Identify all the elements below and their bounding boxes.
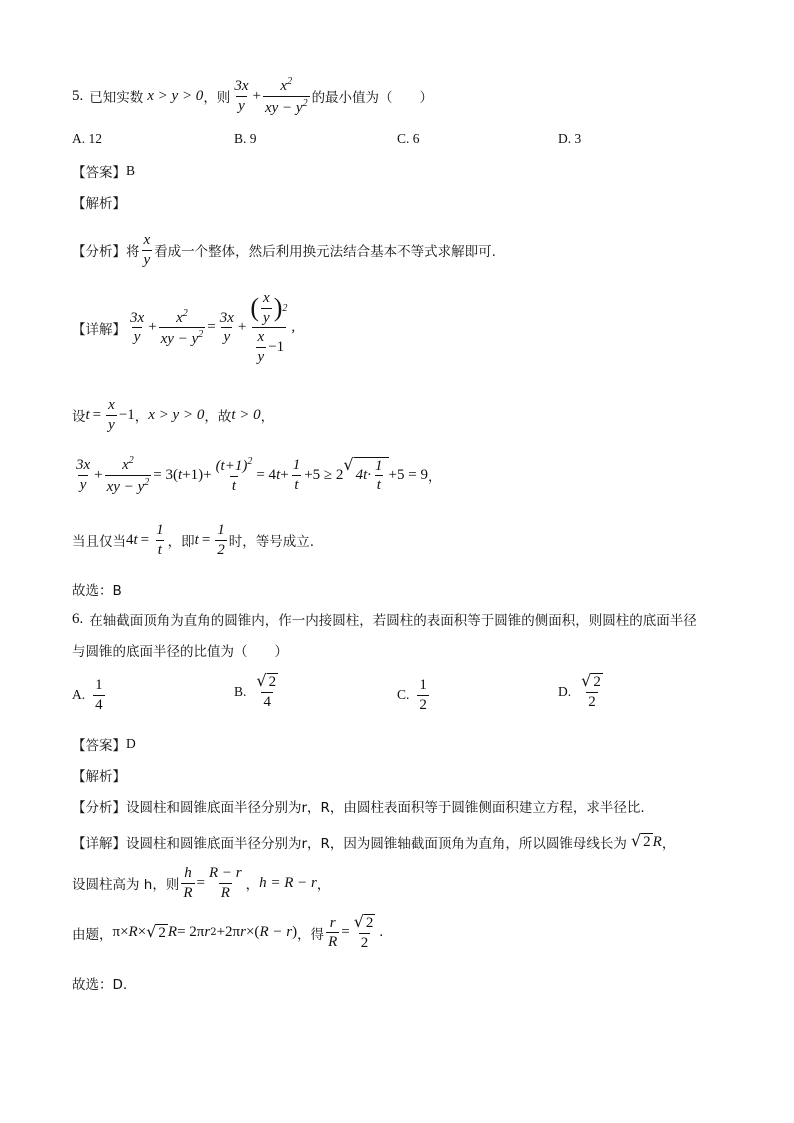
q6-stem-line2: 与圆锥的底面半径的比值为（ ） <box>72 644 288 660</box>
q5-when-b: ，即 <box>167 534 195 550</box>
q6-from-b: ，得 <box>297 926 325 943</box>
q5-fenxi-label: 【分析】 <box>72 244 126 260</box>
q6-option-c: C. $\frac{1}{2}$ <box>397 677 427 713</box>
q6-height-a: 设圆柱高为 h，则 <box>72 877 180 893</box>
q5-fenxi <box>72 232 496 268</box>
q6-xiangjie-label: 【详解】 <box>72 836 126 852</box>
q5-xiangjie-nested-frac: ( $\frac{x}{y}$ ) 2 $\frac{x}{y}$ −1 <box>250 290 288 365</box>
q6-height: 设圆柱高为 h，则 $\frac{h}{R}$ = $\frac{R - r}{R}$ ， h = R − r ， <box>72 865 331 901</box>
q5-option-a: A. 12 <box>72 131 102 146</box>
q5-number: 5. <box>72 87 84 104</box>
q6-xiangjie: 【详解】 设圆柱和圆锥底面半径分别为r，R，因为圆锥轴截面顶角为直角，所以圆锥母线长为 √ 2 R ， <box>72 831 676 852</box>
q5-substitution: 设 t = $\frac{x}{y}$ −1 ， x > y > 0 ，故 t > 0 ， <box>72 397 275 433</box>
q6-option-c-letter: C. <box>397 687 410 702</box>
q6-stem-1: 在轴截面顶角为直角的圆锥内，作一内接圆柱，若圆柱的表面积等于圆锥的侧面积，则圆柱的底面半径 <box>89 613 697 629</box>
q6-height-c: h = R − r <box>259 874 317 891</box>
q5-set-e: t > 0 <box>231 406 261 423</box>
q5-set-a: 设 <box>72 409 86 425</box>
q5-stem-a: 已知实数 <box>89 90 144 106</box>
q5-eq-tail: ， <box>427 469 442 485</box>
q5-answer: B <box>126 163 136 178</box>
q6-fenxi-text: 设圆柱和圆锥底面半径分别为r，R，由圆柱表面积等于圆锥侧面积建立方程，求半径比. <box>126 800 645 816</box>
q5-when-c: 时，等号成立. <box>228 534 315 550</box>
q6-from-c: . <box>379 924 384 940</box>
q5-stem-c: 的最小值为（ ） <box>311 90 434 106</box>
q6-option-a: A. $\frac{1}{4}$ <box>72 677 103 713</box>
q6-height-b: ， <box>245 877 260 893</box>
q6-xiangjie-tail: ， <box>661 836 676 852</box>
q6-analysis-label: 【解析】 <box>72 769 126 785</box>
q5-set-f: ， <box>260 409 275 425</box>
q6-choose: 故选：D. <box>72 977 128 993</box>
q5-set-d: ，故 <box>204 409 232 425</box>
q5-sqrt: √ 4t· $\frac{1}{t}$ <box>343 457 388 494</box>
q5-answer-line <box>72 161 135 181</box>
q6-option-d-letter: D. <box>558 683 572 699</box>
q5-answer-label: 【答案】 <box>72 165 126 181</box>
q6-from-a: 由题， <box>72 926 113 943</box>
q6-fenxi-label: 【分析】 <box>72 800 126 816</box>
q6-fenxi <box>72 796 645 816</box>
q5-xiangjie: 【详解】 $\frac{3x}{y}$ + $\frac{x^2}{xy - y^2}$ = $\frac{3x}{y}$ + ( $\frac{x}{y}$ ) 2 $\frac{x}{y}$ −1 , <box>72 290 296 365</box>
q5-set-c: x > y > 0 <box>148 406 205 423</box>
q6-option-b-letter: B. <box>234 683 247 699</box>
q6-xiangjie-text: 设圆柱和圆锥底面半径分别为r，R，因为圆锥轴截面顶角为直角，所以圆锥母线长为 <box>126 836 627 852</box>
q5-when-a: 当且仅当 <box>72 534 126 550</box>
q5-xiangjie-label: 【详解】 <box>72 321 126 338</box>
q5-stem: 5. 已知实数 x > y > 0 ，则 $\frac{3x}{y}$ + $\frac{x^2}{xy - y^2}$ 的最小值为（ ） <box>72 76 434 116</box>
q6-answer-line <box>72 734 136 754</box>
q5-analysis-label: 【解析】 <box>72 196 126 212</box>
q6-stem-line1 <box>72 609 697 629</box>
q5-condition: x > y > 0 <box>147 87 204 104</box>
q5-fenxi-b: 看成一个整体，然后利用换元法结合基本不等式求解即可. <box>154 244 496 260</box>
q5-set-b: ， <box>134 409 149 425</box>
q6-number: 6. <box>72 610 84 627</box>
q5-option-d: D. 3 <box>558 131 582 146</box>
q6-option-d: D. √ 2 2 <box>558 671 601 710</box>
q5-frac-x2-over-xy-y2: $\frac{x^2}{xy - y^2}$ <box>264 76 308 116</box>
q5-choose: 故选：B <box>72 583 122 599</box>
q5-fenxi-a: 将 <box>126 244 140 260</box>
q6-answer: D <box>126 736 136 751</box>
q5-fenxi-frac: $\frac{x}{y}$ <box>143 232 151 268</box>
q6-height-d: ， <box>316 877 331 893</box>
q5-frac-3x-over-y: $\frac{3x}{y}$ <box>234 78 249 114</box>
q5-option-b: B. 9 <box>234 131 257 146</box>
q5-inequality: $\frac{3x}{y}$ + $\frac{x^2}{xy - y^2}$ = 3( t +1)+ $\frac{(t+1)^2}{t}$ = 4 t + $\frac{1}{t}$ +5 ≥ 2 √ 4t· $\frac{1}{t}$ +5 = 9 ， <box>76 454 442 495</box>
q6-option-a-letter: A. <box>72 687 86 702</box>
q5-stem-b: ，则 <box>203 90 231 106</box>
q6-answer-label: 【答案】 <box>72 738 126 754</box>
q5-option-c: C. 6 <box>397 131 420 146</box>
q6-equation: 由题， π× R × √ 2 R = 2π r 2 +2π r ×( R − r ) ，得 $\frac{r}{R}$ = √ 2 2 . <box>72 912 384 951</box>
q5-equality-condition: 当且仅当 4 t = $\frac{1}{t}$ ，即 t = $\frac{1}{2}$ 时，等号成立. <box>72 522 315 558</box>
q6-option-b: B. √ 2 4 <box>234 671 277 710</box>
